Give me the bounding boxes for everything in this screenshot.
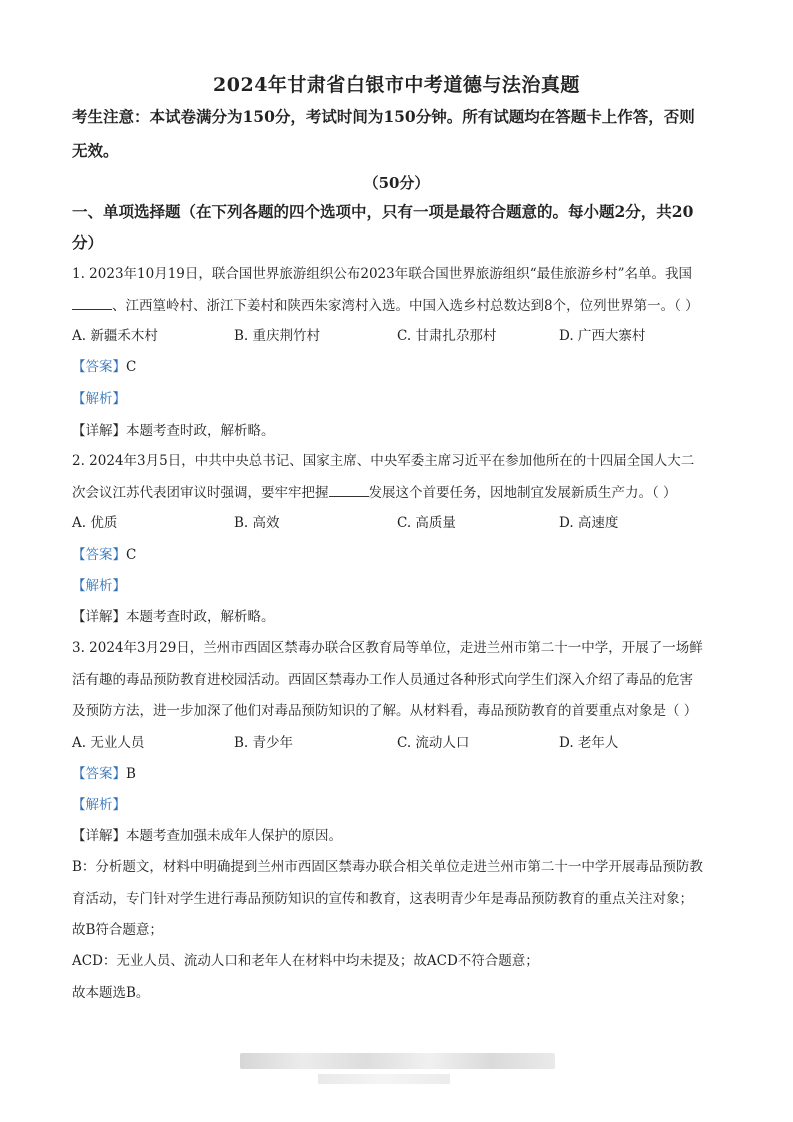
answer-tag: 【答案】: [72, 359, 126, 375]
blurred-watermark-sub: [318, 1074, 450, 1084]
answer-value: C: [126, 359, 137, 375]
blurred-watermark: [240, 1053, 555, 1069]
question-1-option-d: D. 广西大寨村: [559, 328, 646, 344]
question-2-stem-text-a: 次会议江苏代表团审议时强调，要牢牢把握: [72, 485, 329, 501]
question-3-stem-line-1: 3. 2024年3月29日，兰州市西固区禁毒办联合区教育局等单位，走进兰州市第二十一中学，开展了一场鲜: [72, 640, 703, 656]
question-3-option-c: C. 流动人口: [397, 735, 470, 751]
section-heading-line-2: 分）: [72, 233, 104, 252]
question-1-detail: [72, 421, 732, 441]
question-3-detail: [72, 826, 732, 846]
question-1-analysis-tag: 【解析】: [72, 391, 126, 407]
question-2-option-b: B. 高效: [234, 515, 280, 531]
question-2-option-a: A. 优质: [72, 515, 118, 531]
question-2-stem-line-2: [72, 482, 732, 503]
fill-blank: [72, 295, 112, 310]
question-1-stem-line-1: 1. 2023年10月19日，联合国世界旅游组织公布2023年联合国世界旅游组织“最佳旅游乡村”名单。我国: [72, 266, 693, 282]
question-2-stem-text-b: 发展这个首要任务，因地制宜发展新质生产力。（ ）: [368, 485, 677, 501]
detail-tag: 【详解】: [72, 609, 126, 625]
page-title: 2024年甘肃省白银市中考道德与法治真题: [213, 74, 580, 96]
question-1-option-b: B. 重庆荆竹村: [234, 328, 321, 344]
question-1-option-a: A. 新疆禾木村: [72, 328, 158, 344]
detail-tag: 【详解】: [72, 423, 126, 439]
answer-value: C: [126, 547, 137, 563]
question-3-analysis-tag: 【解析】: [72, 797, 126, 813]
detail-text: 本题考查时政，解析略。: [126, 423, 275, 439]
question-3-stem-line-3: 及预防方法，进一步加深了他们对毒品预防知识的了解。从材料看，毒品预防教育的首要重点对象是（ ）: [72, 703, 698, 719]
question-1-option-c: C. 甘肃扎尕那村: [397, 328, 497, 344]
question-3-explain-line-5: 故本题选B。: [72, 985, 150, 1001]
detail-text: 本题考查加强未成年人保护的原因。: [126, 828, 342, 844]
question-1-stem-line-2: [72, 295, 732, 316]
question-3-answer: [72, 764, 732, 784]
question-1-stem-text: 、江西篁岭村、浙江下姜村和陕西朱家湾村入选。中国入选乡村总数达到8个，位列世界第一。（ ）: [112, 298, 699, 314]
detail-tag: 【详解】: [72, 828, 126, 844]
question-2-answer: [72, 545, 732, 565]
question-1-answer: [72, 357, 732, 377]
question-3-explain-line-4: ACD：无业人员、流动人口和老年人在材料中均未提及；故ACD不符合题意；: [72, 953, 539, 969]
question-3-stem-line-2: 活有趣的毒品预防教育进校园活动。西固区禁毒办工作人员通过各种形式向学生们深入介绍了毒品的危害: [72, 672, 693, 688]
question-2-option-c: C. 高质量: [397, 515, 456, 531]
question-2-analysis-tag: 【解析】: [72, 578, 126, 594]
detail-text: 本题考查时政，解析略。: [126, 609, 275, 625]
question-3-option-a: A. 无业人员: [72, 735, 145, 751]
question-3-explain-line-2: 育活动，专门针对学生进行毒品预防知识的宣传和教育，这表明青少年是毒品预防教育的重点关注对象；: [72, 891, 693, 907]
question-2-option-d: D. 高速度: [559, 515, 619, 531]
fill-blank: [329, 482, 369, 497]
notice-line-2: 无效。: [72, 141, 119, 160]
notice-line-1: 考生注意：本试卷满分为150分，考试时间为150分钟。所有试题均在答题卡上作答，否则: [72, 107, 695, 126]
question-3-option-d: D. 老年人: [559, 735, 619, 751]
question-3-option-b: B. 青少年: [234, 735, 294, 751]
answer-tag: 【答案】: [72, 766, 126, 782]
question-3-explain-line-3: 故B符合题意；: [72, 922, 163, 938]
section-score: （50分）: [363, 174, 430, 192]
answer-value: B: [126, 766, 136, 782]
section-heading-line-1: 一、单项选择题（在下列各题的四个选项中，只有一项是最符合题意的。每小题2分，共20: [72, 202, 694, 221]
answer-tag: 【答案】: [72, 547, 126, 563]
question-2-stem-line-1: 2. 2024年3月5日，中共中央总书记、国家主席、中央军委主席习近平在参加他所在的十四届全国人大二: [72, 453, 695, 469]
question-2-detail: [72, 607, 732, 627]
question-3-explain-line-1: B：分析题文，材料中明确提到兰州市西固区禁毒办联合相关单位走进兰州市第二十一中学开展毒品预防教: [72, 859, 703, 875]
